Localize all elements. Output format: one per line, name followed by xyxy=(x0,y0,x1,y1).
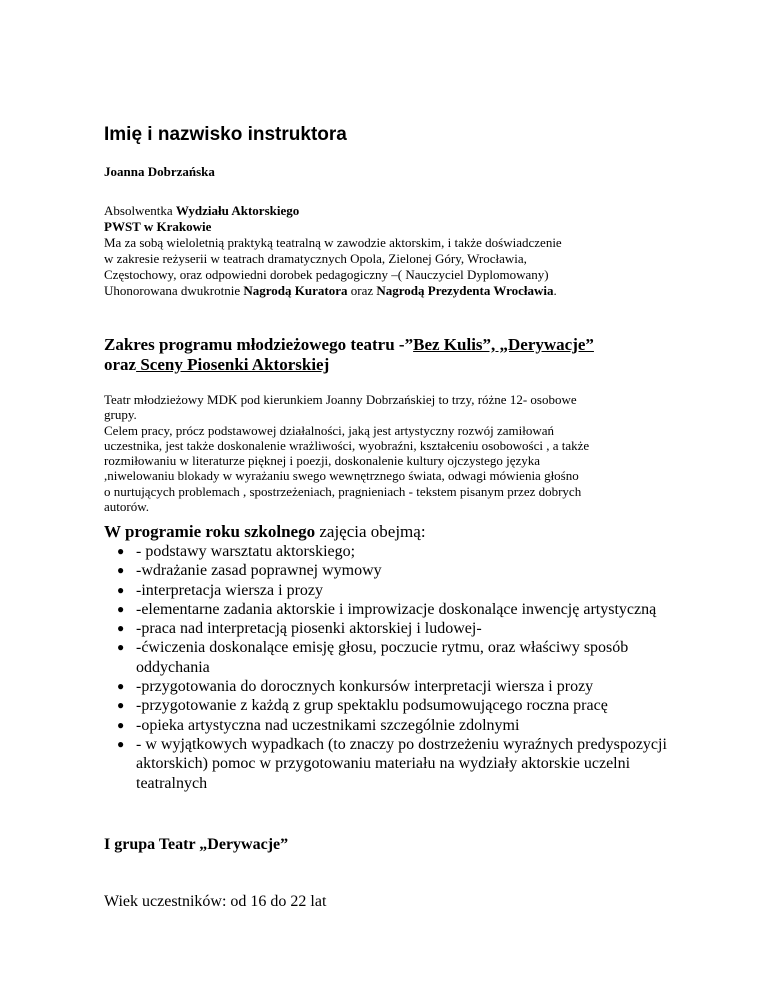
description-line: uczestnika, jest także doskonalenie wrażliwości, wyobraźni, kształceniu osobowości , a także xyxy=(104,437,590,453)
description-line: Celem pracy, prócz podstawowej działalności, jaką jest artystyczny rozwój zamiłowań xyxy=(104,422,555,438)
bio-line-3: Ma za sobą wieloletnią praktyką teatralną w zawodzie aktorskim, i także doświadczenie xyxy=(104,235,562,250)
description-line: rozmiłowaniu w literaturze pięknej i poezji, doskonalenie kultury ojczystego języka xyxy=(104,453,541,469)
bio-line-1 xyxy=(104,203,704,219)
list-item xyxy=(104,619,704,638)
school-year-intro xyxy=(104,522,426,542)
program-heading xyxy=(104,335,594,375)
group-heading: I grupa Teatr „Derywacje” xyxy=(104,836,289,853)
list-item-text: -elementarne zadania aktorskie i improwizacje doskonalące inwencję artystyczną xyxy=(136,600,657,618)
description-line: ,niwelowaniu blokady w wyrażaniu swego wewnętrznego świata, odwagi mówienia głośno xyxy=(104,468,579,484)
program-heading-theatres: Bez Kulis”, „Derywacje” xyxy=(413,335,594,354)
list-item xyxy=(104,696,704,715)
description-line: o nurtujących problemach , spostrzeżeniach, pragnieniach - tekstem pisanym przez dobrych xyxy=(104,483,582,499)
program-heading-scene: Sceny Piosenki Aktorskiej xyxy=(136,355,330,374)
bullet-icon: ● xyxy=(117,736,125,751)
list-item xyxy=(104,600,704,619)
list-item-text: -interpretacja wiersza i prozy xyxy=(136,581,324,599)
bio-awarded-label: Uhonorowana dwukrotnie xyxy=(104,283,244,298)
description-line: autorów. xyxy=(104,499,150,515)
bullet-icon: ● xyxy=(117,698,125,713)
school-year-rest: zajęcia obejmą: xyxy=(315,522,426,541)
list-item-text: -opieka artystyczna nad uczestnikami szczególnie zdolnymi xyxy=(136,716,520,734)
bio-line-4: w zakresie reżyserii w teatrach dramatycznych Opola, Zielonej Góry, Wrocławia, xyxy=(104,251,527,266)
bullet-icon: ● xyxy=(117,717,125,732)
list-item xyxy=(104,716,704,735)
bio-award-curator: Nagrodą Kuratora xyxy=(243,283,348,298)
bullet-icon: ● xyxy=(117,679,125,694)
bio-and: oraz xyxy=(347,283,377,298)
list-item-text: - podstawy warsztatu aktorskiego; xyxy=(136,543,356,560)
bio-faculty: Wydziału Aktorskiego xyxy=(175,203,300,218)
bullet-icon: ● xyxy=(117,601,125,616)
bio-school: PWST w Krakowie xyxy=(104,219,212,234)
list-item xyxy=(104,638,704,677)
instructor-bio xyxy=(104,203,704,299)
list-item-text: -przygotowanie z każdą z grup spektaklu podsumowującego roczna pracę xyxy=(136,697,608,715)
list-item-text: -ćwiczenia doskonalące emisję głosu, poczucie rytmu, oraz właściwy sposób oddychania xyxy=(136,639,629,676)
bullet-icon: ● xyxy=(117,544,125,558)
program-heading-and: oraz xyxy=(104,355,137,374)
participants-age: Wiek uczestników: od 16 do 22 lat xyxy=(104,893,327,910)
list-item xyxy=(104,581,704,600)
bio-award-president: Nagrodą Prezydenta Wrocławia xyxy=(376,283,554,298)
instructor-heading: Imię i nazwisko instruktora xyxy=(104,124,347,145)
program-heading-prefix: Zakres programu młodzieżowego teatru -” xyxy=(104,335,414,354)
program-description xyxy=(104,392,684,514)
program-heading-line-2 xyxy=(104,355,594,375)
bullet-icon: ● xyxy=(117,563,125,578)
description-line: grupy. xyxy=(104,407,137,423)
list-item xyxy=(104,735,704,793)
bio-line-5: Częstochowy, oraz odpowiedni dorobek pedagogiczny –( Nauczyciel Dyplomowany) xyxy=(104,267,549,282)
program-heading-line-1 xyxy=(104,335,594,355)
bio-period: . xyxy=(553,283,557,298)
bullet-icon: ● xyxy=(117,621,125,636)
bullet-icon: ● xyxy=(117,640,125,655)
list-item xyxy=(104,542,704,561)
list-item-text: -wdrażanie zasad poprawnej wymowy xyxy=(136,562,382,580)
list-item-text: -praca nad interpretacją piosenki aktorskiej i ludowej- xyxy=(136,620,482,638)
description-line: Teatr młodzieżowy MDK pod kierunkiem Joanny Dobrzańskiej to trzy, różne 12- osobowe xyxy=(104,392,577,407)
bio-graduate-label: Absolwentka xyxy=(104,203,176,218)
list-item-text: -przygotowania do dorocznych konkursów interpretacji wiersza i prozy xyxy=(136,678,594,696)
bullet-icon: ● xyxy=(117,582,125,597)
list-item xyxy=(104,677,704,696)
activities-list xyxy=(104,542,704,793)
instructor-name: Joanna Dobrzańska xyxy=(104,164,215,179)
bio-line-6 xyxy=(104,283,704,299)
list-item xyxy=(104,561,704,580)
bio-line-2 xyxy=(104,219,704,235)
list-item-text: - w wyjątkowych wypadkach (to znaczy po dostrzeżeniu wyraźnych predyspozycji aktorskich) pomoc w przygotowaniu materiału na wydziały aktorskie uczelni teatralnych xyxy=(136,735,667,792)
school-year-label: W programie roku szkolnego xyxy=(104,522,316,541)
